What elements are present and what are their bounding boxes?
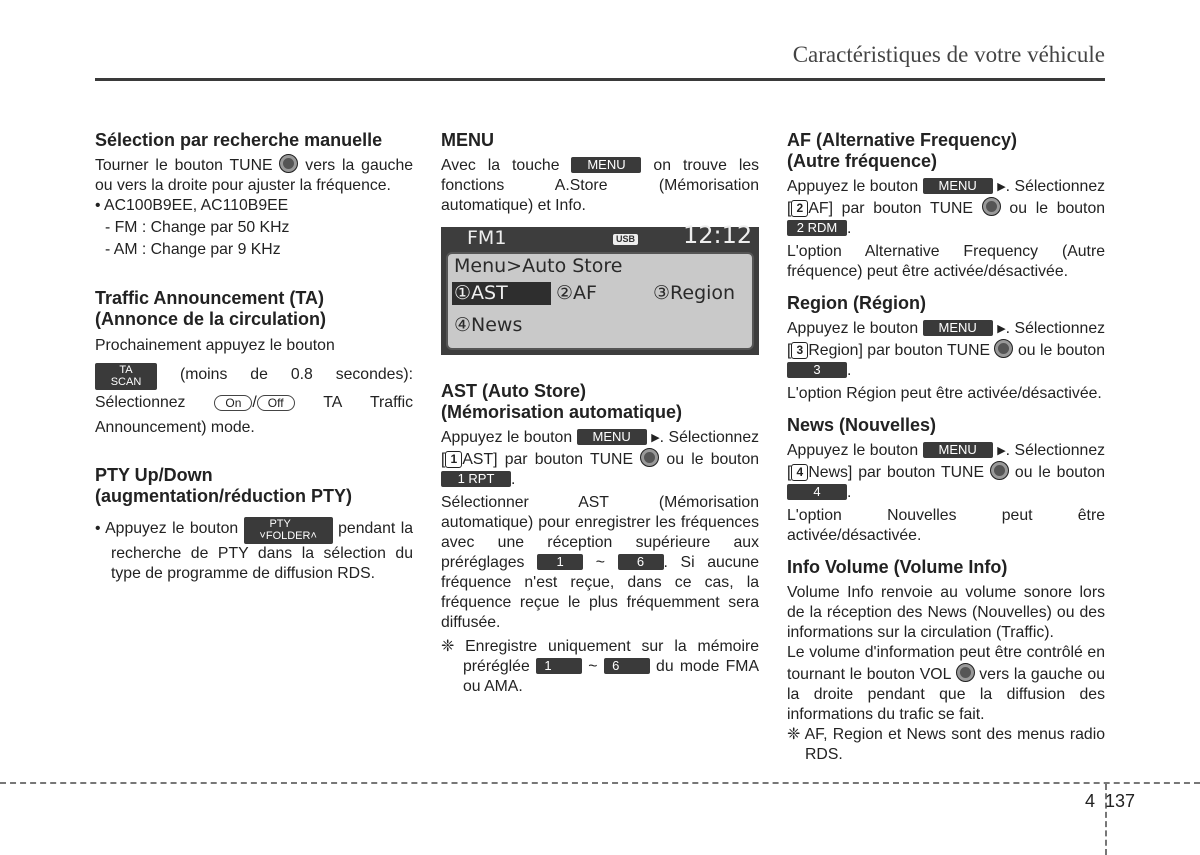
option-af: ②AF — [556, 282, 597, 304]
radio-display — [441, 221, 759, 355]
ta-text: TA SCAN (moins de 0.8 secondes): Sélectionnez On / Off TA Traffic Announcement) mode. — [95, 364, 413, 436]
news-p2: L'option Nouvelles peut être activée/désactivée. — [787, 507, 1105, 544]
menu-button: MENU — [923, 178, 993, 194]
heading-ast-2: (Mémorisation automatique) — [441, 402, 683, 422]
arrow-right-icon: ▶ — [997, 323, 1006, 335]
clock: 12:12 — [683, 221, 753, 249]
preset-1-button: 1 — [536, 658, 582, 674]
heading-ta-2: (Annonce de la circulation) — [95, 309, 327, 329]
heading-af-2: (Autre fréquence) — [787, 151, 938, 171]
ast-note: ❈ Enregistre uniquement sur la mémoire préréglée 1 ~ 6 du mode FMA ou AMA. — [441, 638, 760, 695]
menu-button: MENU — [571, 157, 641, 173]
model-bullet: • AC100B9EE, AC110B9EE — [95, 197, 289, 214]
manual-search-text: Tourner le bouton TUNE vers la gauche ou vers la droite pour ajuster la fréquence. — [95, 154, 413, 196]
tune-knob-icon — [990, 461, 1009, 480]
preset-4-button: 4 — [787, 484, 847, 500]
tune-knob-icon — [994, 339, 1013, 358]
heading-menu: MENU — [441, 130, 494, 150]
display-title: Menu>Auto Store — [454, 255, 623, 277]
off-button: Off — [257, 395, 295, 411]
vol-knob-icon — [956, 663, 975, 682]
preset-1-button: 1 — [537, 554, 583, 570]
column-3 — [787, 130, 1105, 765]
column-1 — [95, 130, 413, 584]
number-4-icon: 4 — [791, 464, 808, 481]
tune-knob-icon — [279, 154, 298, 173]
footer-rule — [0, 782, 1200, 784]
heading-info-volume: Info Volume (Volume Info) — [787, 557, 1008, 577]
af-p1: Appuyez le bouton MENU ▶. Sélectionnez [ 2 AF] par bouton TUNE ou le bouton 2 RDM . — [787, 178, 1106, 237]
tune-knob-icon — [982, 197, 1001, 216]
info-p2: Le volume d'information peut être contrôlé en tournant le bouton VOL vers la gauche ou la droite pendant que la diffusion des informations du trafic se fait. — [787, 644, 1105, 723]
heading-region: Region (Région) — [787, 293, 926, 313]
option-ast: ①AST — [454, 282, 508, 304]
pty-folder-button: PTY ˅FOLDER˄ — [244, 517, 333, 544]
preset-3-button: 3 — [787, 362, 847, 378]
rpt-button: 1 RPT — [441, 471, 511, 487]
news-p1: Appuyez le bouton MENU ▶. Sélectionnez [ 4 News] par bouton TUNE ou le bouton 4 . — [787, 442, 1106, 501]
ast-p1: Appuyez le bouton MENU ▶. Sélectionnez [ 1 AST] par bouton TUNE ou le bouton 1 RPT . — [441, 429, 760, 488]
number-2-icon: 2 — [791, 200, 808, 217]
header-rule — [95, 78, 1105, 81]
heading-manual-search: Sélection par recherche manuelle — [95, 130, 383, 150]
column-2 — [441, 130, 759, 697]
rdm-button: 2 RDM — [787, 220, 847, 236]
info-p1: Volume Info renvoie au volume sonore lors de la réception des News (Nouvelles) ou des informations sur la circulation (Traffic). — [787, 584, 1105, 641]
am-step: - AM : Change par 9 KHz — [105, 241, 281, 258]
region-p2: L'option Région peut être activée/désactivée. — [787, 385, 1102, 402]
menu-text: Avec la touche MENU on trouve les fonctions A.Store (Mémorisation automatique) et Info. — [441, 157, 760, 214]
heading-ast-1: AST (Auto Store) — [441, 381, 586, 401]
arrow-right-icon: ▶ — [997, 181, 1006, 193]
preset-6-button: 6 — [604, 658, 650, 674]
menu-button: MENU — [923, 320, 993, 336]
heading-ta-1: Traffic Announcement (TA) — [95, 288, 324, 308]
region-p1: Appuyez le bouton MENU ▶. Sélectionnez [ 3 Region] par bouton TUNE ou le bouton 3 . — [787, 320, 1106, 379]
page-header-title: Caractéristiques de votre véhicule — [792, 42, 1105, 67]
heading-pty-1: PTY Up/Down — [95, 465, 213, 485]
option-news: ④News — [454, 314, 523, 336]
arrow-right-icon: ▶ — [651, 432, 660, 444]
pty-text: • Appuyez le bouton PTY ˅FOLDER˄ pendant la recherche de PTY dans la sélection du type de programme de diffusion RDS. — [95, 518, 414, 582]
number-1-icon: 1 — [445, 451, 462, 468]
ta-line1: Prochainement appuyez le bouton — [95, 337, 335, 354]
page-number: 4 137 — [1085, 791, 1136, 811]
band-label: FM1 — [467, 227, 507, 249]
ast-p2: Sélectionner AST (Mémorisation automatique) pour enregistrer les fréquences avec une réception supérieure aux préréglages 1 ~ 6 . Si aucune fréquence n'est reçue, dans ce cas, la fréquence reçue le plus fréquemment sera diffusée. — [441, 494, 760, 631]
arrow-right-icon: ▶ — [997, 445, 1006, 457]
af-p2: L'option Alternative Frequency (Autre fréquence) peut être activée/désactivée. — [787, 243, 1105, 280]
heading-news: News (Nouvelles) — [787, 415, 937, 435]
on-button: On — [214, 395, 252, 411]
preset-6-button: 6 — [618, 554, 664, 570]
fm-step: - FM : Change par 50 KHz — [105, 219, 290, 236]
display-panel — [446, 252, 754, 350]
menu-button: MENU — [577, 429, 647, 445]
heading-af-1: AF (Alternative Frequency) — [787, 130, 1018, 150]
option-region: ③Region — [653, 282, 736, 304]
ta-scan-button: TA SCAN — [95, 363, 157, 390]
usb-badge: USB — [613, 234, 638, 245]
number-3-icon: 3 — [791, 342, 808, 359]
menu-button: MENU — [923, 442, 993, 458]
tune-knob-icon — [640, 448, 659, 467]
heading-pty-2: (augmentation/réduction PTY) — [95, 486, 353, 506]
info-note: ❈ AF, Region et News sont des menus radio RDS. — [787, 726, 1105, 763]
